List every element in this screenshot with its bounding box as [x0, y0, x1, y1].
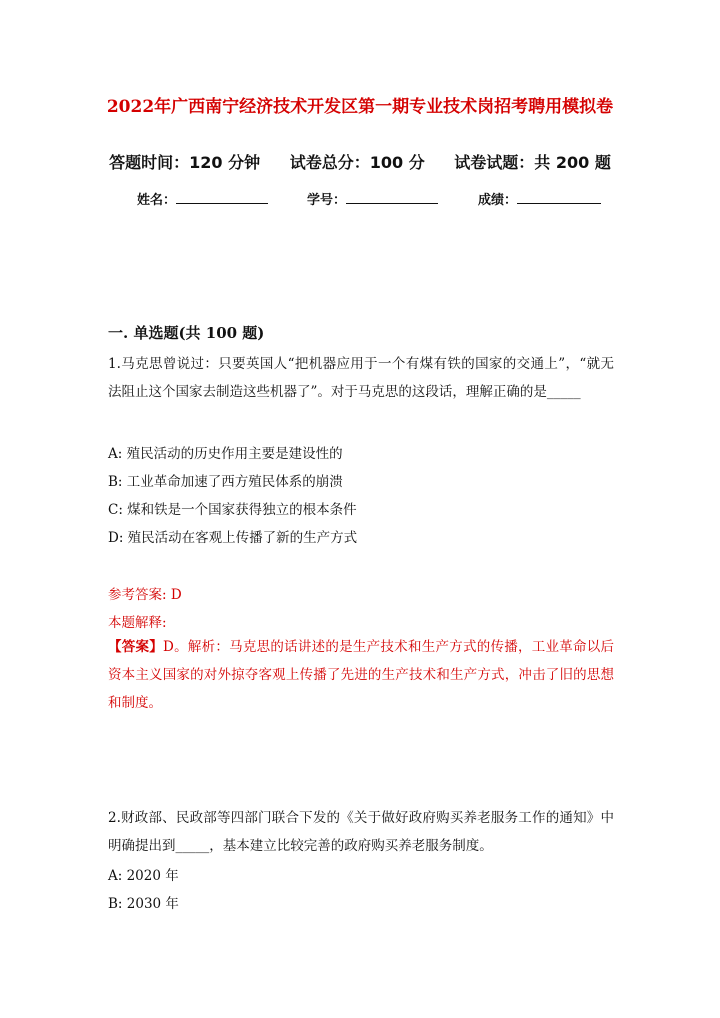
question-1-text: 1.马克思曾说过：只要英国人“把机器应用于一个有煤有铁的国家的交通上”，“就无法阻止这个国家去制造这些机器了”。对于马克思的这段话，理解正确的是_____ [108, 356, 614, 400]
name-field [137, 189, 268, 208]
question-1-explanation [108, 633, 614, 717]
exam-time: 答题时间：120 分钟 [109, 153, 261, 172]
explanation-text: D。解析：马克思的话讲述的是生产技术和生产方式的传播，工业革命以后资本主义国家的对外掠夺客观上传播了先进的生产技术和生产方式，冲击了旧的思想和制度。 [108, 639, 615, 711]
question-1-option-a: A: 殖民活动的历史作用主要是建设性的 [108, 446, 343, 462]
question-1-option-d: D: 殖民活动在客观上传播了新的生产方式 [108, 530, 358, 546]
name-label: 姓名： [137, 193, 177, 208]
question-2-option-b: B: 2030 年 [108, 896, 179, 912]
question-1-explain-label: 本题解释: [108, 615, 167, 631]
score-field [478, 189, 601, 208]
question-2-text: 2.财政部、民政部等四部门联合下发的《关于做好政府购买养老服务工作的通知》中明确提出到_____，基本建立比较完善的政府购买养老服务制度。 [108, 810, 614, 854]
student-id-label: 学号： [307, 193, 347, 208]
exam-meta [0, 150, 720, 173]
answer-tag: 【答案】 [108, 639, 164, 655]
question-1-option-b: B: 工业革命加速了西方殖民体系的崩溃 [108, 474, 343, 490]
document-title: 2022年广西南宁经济技术开发区第一期专业技术岗招考聘用模拟卷 [106, 97, 614, 117]
student-id-blank [346, 191, 438, 204]
question-1-option-c: C: 煤和铁是一个国家获得独立的根本条件 [108, 502, 357, 518]
score-label: 成绩： [478, 193, 518, 208]
name-blank [176, 191, 268, 204]
score-blank [517, 191, 601, 204]
student-id-field [307, 189, 438, 208]
exam-question-count: 试卷试题：共 200 题 [454, 153, 611, 172]
question-1-answer: 参考答案: D [108, 587, 182, 603]
exam-total-score: 试卷总分：100 分 [289, 153, 425, 172]
section-heading: 一. 单选题(共 100 题) [108, 324, 265, 342]
question-2-option-a: A: 2020 年 [108, 868, 179, 884]
